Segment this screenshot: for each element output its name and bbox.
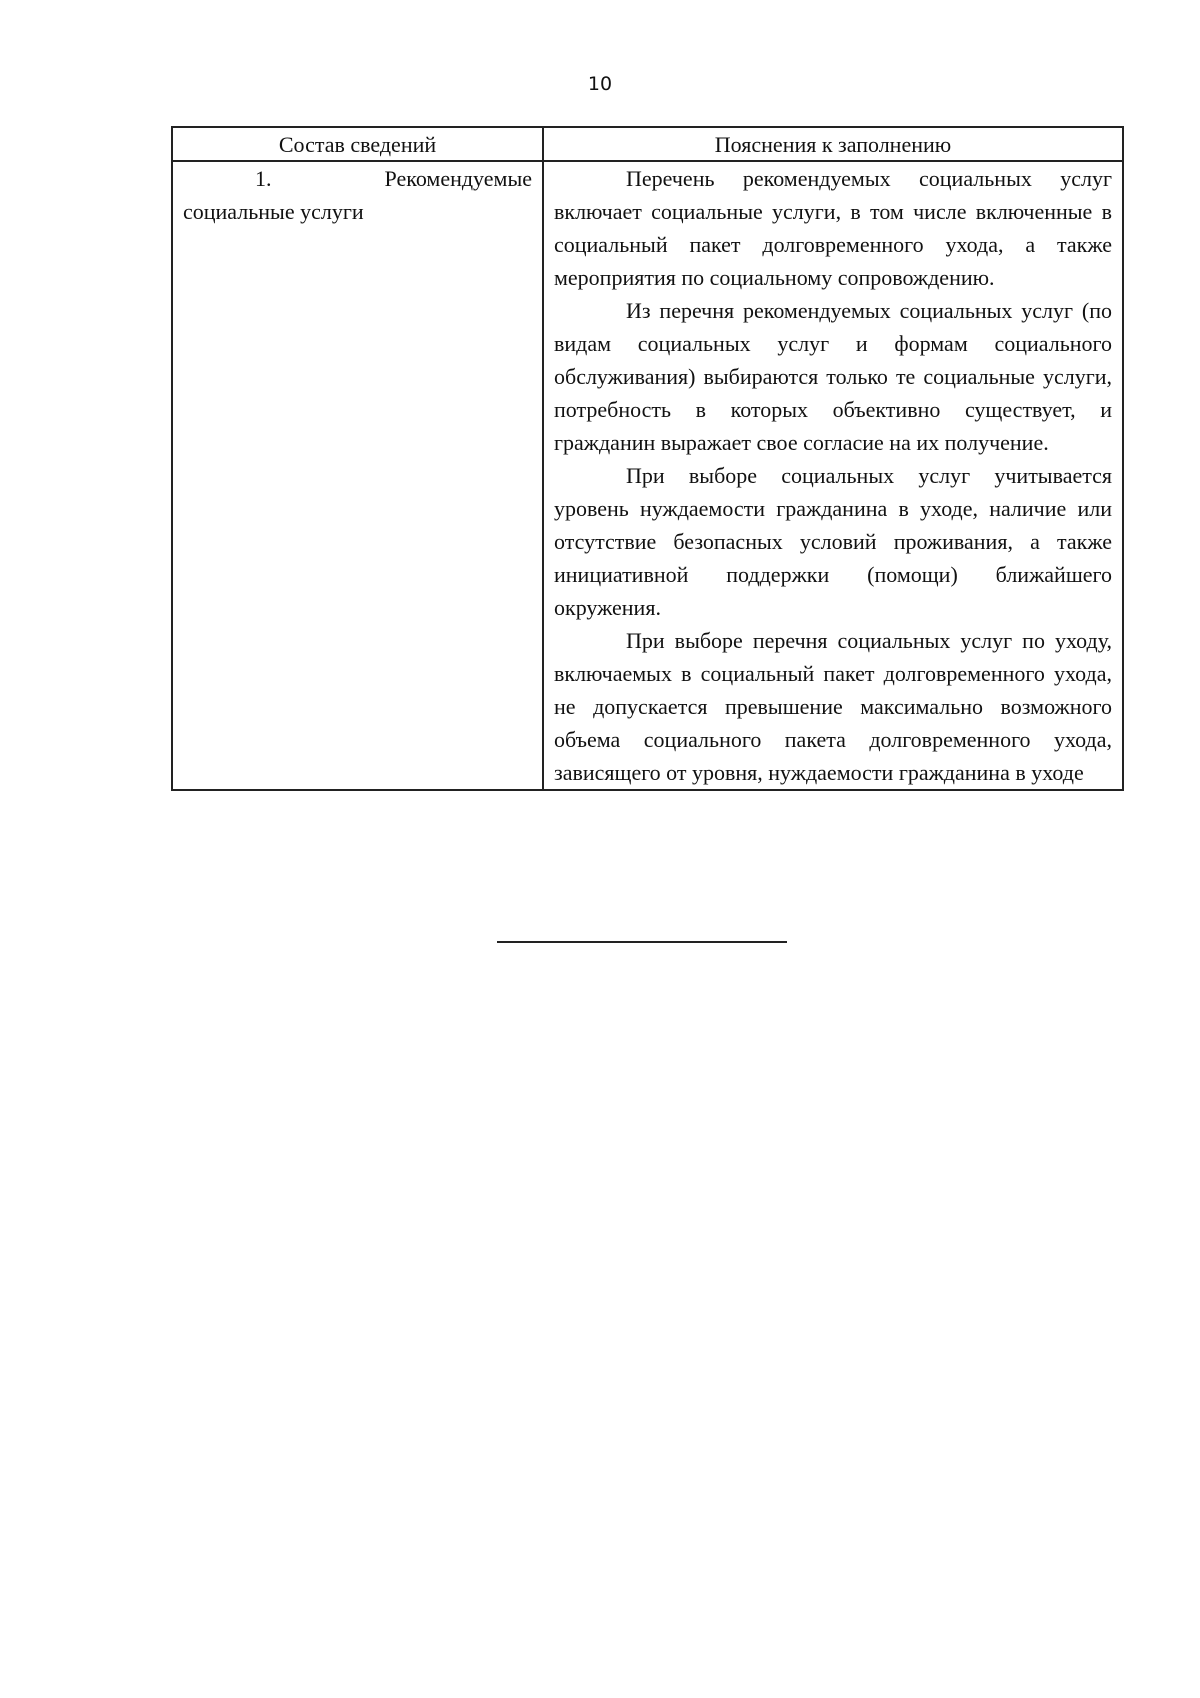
item-title-line [183,162,532,195]
info-table [171,126,1124,791]
explanation-paragraph: При выборе перечня социальных услуг по уходу, включаемых в социальный пакет долговременного ухода, не допускается превышение максимально возможного объема социального пакета долговременного ухода, зависящего от уровня, нуждаемости гражданина в уходе [554,628,1112,785]
table-row [172,161,1123,790]
end-divider [497,941,787,943]
header-explanations: Пояснения к заполнению [543,127,1123,161]
explanation-paragraph: При выборе социальных услуг учитывается уровень нуждаемости гражданина в уходе, наличие или отсутствие безопасных условий проживания, а также инициативной поддержки (помощи) ближайшего окружения. [554,463,1112,620]
table-header-row [172,127,1123,161]
page-number: 10 [587,73,613,95]
item-cell [172,161,543,790]
item-title-second: социальные услуги [183,199,364,224]
explanation-paragraph: Из перечня рекомендуемых социальных услуг (по видам социальных услуг и формам социального обслуживания) выбираются только те социальные услуги, потребность в которых объективно существует, и гражданин выражает свое согласие на их получение. [554,298,1112,455]
item-title-first: Рекомендуемые [384,166,532,191]
item-number: 1. [255,166,272,191]
explanation-cell [543,161,1123,790]
explanation-paragraph: Перечень рекомендуемых социальных услуг включает социальные услуги, в том числе включенные в социальный пакет долговременного ухода, а также мероприятия по социальному сопровождению. [554,166,1112,290]
header-composition: Состав сведений [172,127,543,161]
